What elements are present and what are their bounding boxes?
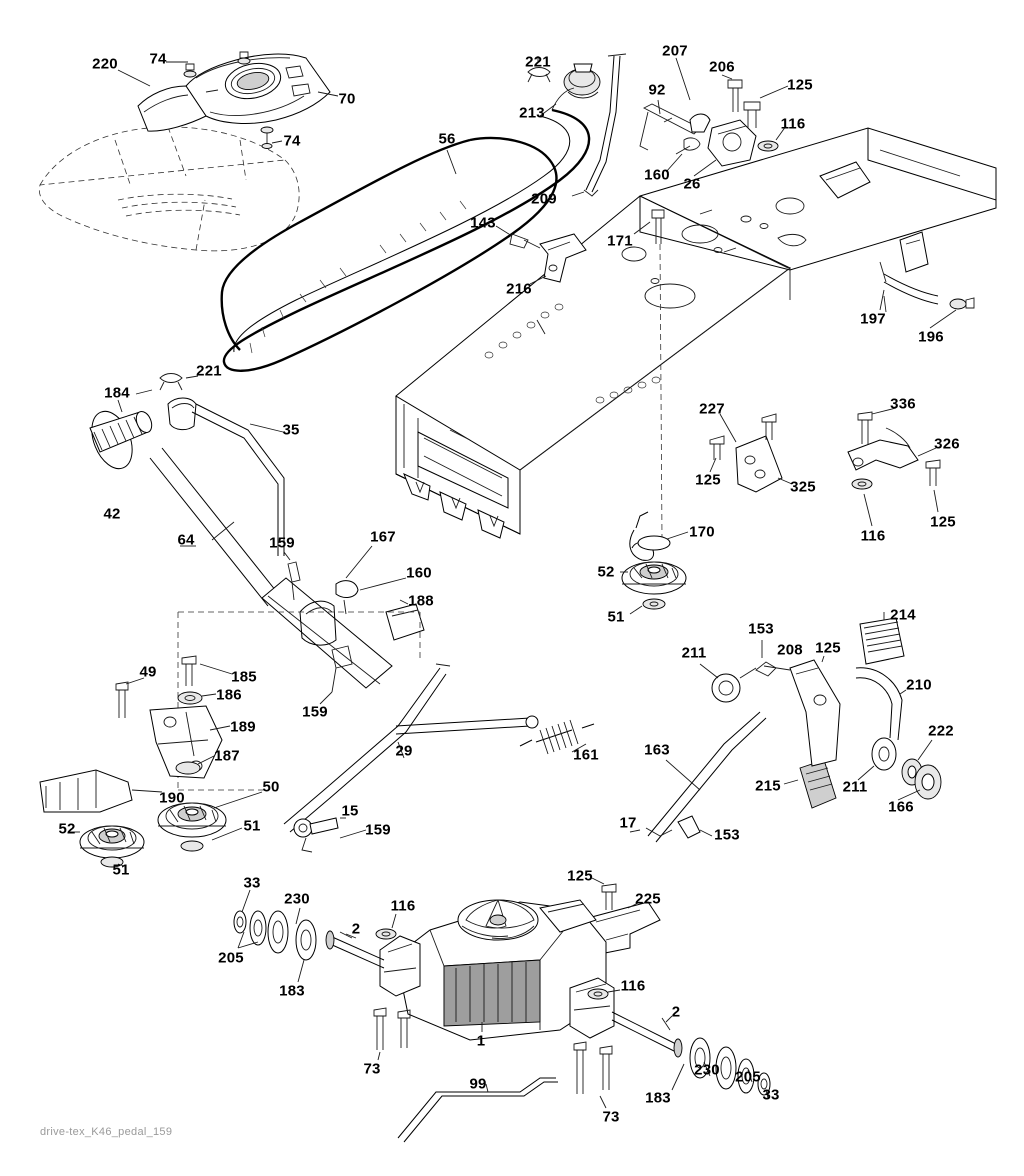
callout-221: 221 [196,362,222,380]
callout-56: 56 [438,130,456,148]
callout-153: 153 [748,620,774,638]
callout-171: 171 [607,232,633,250]
callout-116: 116 [390,897,416,915]
callout-125: 125 [787,76,813,94]
callout-207: 207 [662,42,688,60]
shifter-knob-group [528,54,626,196]
callout-2: 2 [671,1003,681,1021]
callout-35: 35 [282,421,300,439]
callout-33: 33 [762,1086,780,1104]
callout-170: 170 [689,523,715,541]
callout-51: 51 [607,608,625,626]
callout-159: 159 [269,534,295,552]
callout-161: 161 [573,746,599,764]
callout-73: 73 [602,1108,620,1126]
callout-196: 196 [918,328,944,346]
callout-197: 197 [860,310,886,328]
callout-187: 187 [214,747,240,765]
callout-74: 74 [149,50,167,68]
transaxle-group [234,890,770,1142]
callout-17: 17 [619,814,637,832]
callout-116: 116 [860,527,886,545]
callout-205: 205 [218,949,244,967]
callout-163: 163 [644,741,670,759]
callout-213: 213 [519,104,545,122]
callout-166: 166 [888,798,914,816]
callout-99: 99 [469,1075,487,1093]
callout-51: 51 [112,861,130,879]
callout-185: 185 [231,668,257,686]
callout-49: 49 [139,663,157,681]
callout-225: 225 [635,890,661,908]
callout-160: 160 [406,564,432,582]
callout-74: 74 [283,132,301,150]
callout-190: 190 [159,789,185,807]
callout-159: 159 [365,821,391,839]
callout-160: 160 [644,166,670,184]
callout-183: 183 [645,1089,671,1107]
callout-325: 325 [790,478,816,496]
callout-29: 29 [395,742,413,760]
callout-205: 205 [735,1068,761,1086]
watermark-text: drive-tex_K46_pedal_159 [40,1126,173,1138]
callout-214: 214 [890,606,916,624]
callout-206: 206 [709,58,735,76]
callout-73: 73 [363,1060,381,1078]
bracket-326-group [848,408,940,526]
callout-125: 125 [567,867,593,885]
callout-221: 221 [525,53,551,71]
callout-222: 222 [928,722,954,740]
callout-52: 52 [58,820,76,838]
callout-64: 64 [177,531,195,549]
idler-pulley-group-right [620,512,688,614]
bracket-325-group [710,414,792,492]
callout-15: 15 [341,802,359,820]
callout-230: 230 [284,890,310,908]
callout-1: 1 [476,1032,486,1050]
callout-227: 227 [699,400,725,418]
callout-125: 125 [815,639,841,657]
callout-184: 184 [104,384,130,402]
callout-188: 188 [408,592,434,610]
callout-2: 2 [351,920,361,938]
hood-assembly-group [39,52,338,251]
callout-186: 186 [216,686,242,704]
callout-92: 92 [648,81,666,99]
pedal-assembly-group [520,612,941,842]
callout-125: 125 [930,513,956,531]
callout-230: 230 [694,1061,720,1079]
callout-210: 210 [906,676,932,694]
callout-183: 183 [279,982,305,1000]
callout-220: 220 [92,55,118,73]
callout-50: 50 [262,778,280,796]
callout-52: 52 [597,563,615,581]
callout-208: 208 [777,641,803,659]
callout-159: 159 [302,703,328,721]
callout-215: 215 [755,777,781,795]
callout-216: 216 [506,280,532,298]
callout-125: 125 [695,471,721,489]
callout-211: 211 [842,778,868,796]
steering-shaft-group [84,374,538,853]
callout-326: 326 [934,435,960,453]
callout-116: 116 [780,115,806,133]
callout-116: 116 [620,977,646,995]
callout-189: 189 [230,718,256,736]
callout-167: 167 [370,528,396,546]
callout-70: 70 [338,90,356,108]
callout-26: 26 [683,175,701,193]
callout-211: 211 [681,644,707,662]
callout-51: 51 [243,817,261,835]
callout-209: 209 [531,190,557,208]
callout-153: 153 [714,826,740,844]
callout-336: 336 [890,395,916,413]
callout-42: 42 [103,505,121,523]
callout-33: 33 [243,874,261,892]
callout-143: 143 [470,214,496,232]
